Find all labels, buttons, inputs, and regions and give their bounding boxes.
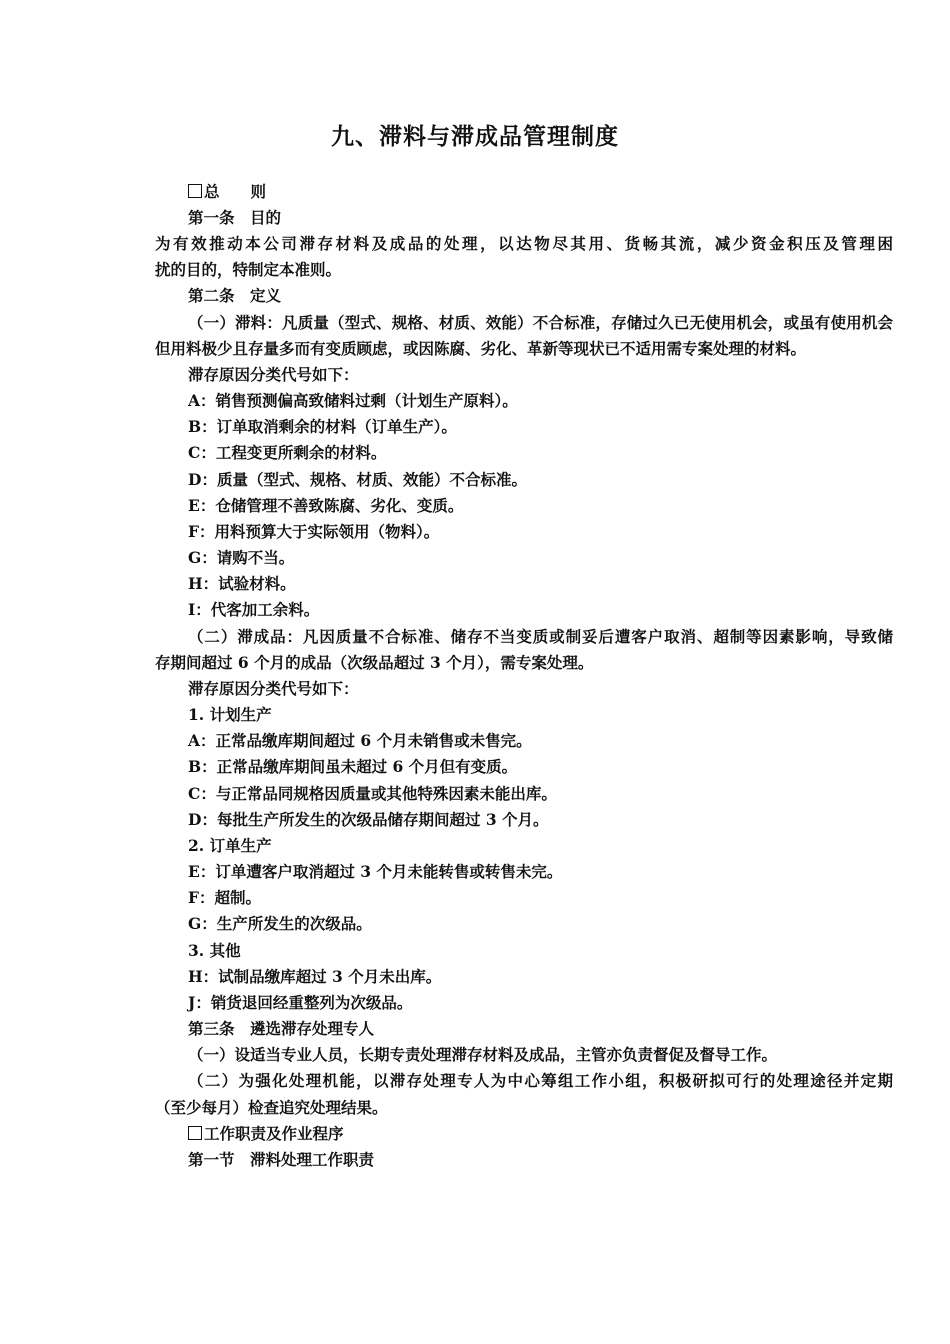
definition-1-line-1: （一）滞料：凡质量（型式、规格、材质、效能）不合标准，存储过久已无使用机会，或虽有使用机会 <box>188 313 893 332</box>
article-3-heading: 第三条 遴选滞存处理专人 <box>188 1019 375 1038</box>
product-reason-G: G：生产所发生的次级品。 <box>188 914 372 933</box>
document-title: 九、滞料与滞成品管理制度 <box>331 123 619 150</box>
material-reason-D: D：质量（型式、规格、材质、效能）不合标准。 <box>188 470 527 489</box>
material-reason-C: C：工程变更所剩余的材料。 <box>188 443 387 462</box>
material-reason-G: G：请购不当。 <box>188 548 295 567</box>
section-heading-text: 总 则 <box>204 182 267 201</box>
section-heading-general <box>188 181 266 203</box>
material-reason-E: E：仓储管理不善致陈腐、劣化、变质。 <box>188 496 464 515</box>
material-reason-B: B：订单取消剩余的材料（订单生产）。 <box>188 417 457 436</box>
definition-2-line-1: （二）滞成品：凡因质量不合标准、储存不当变质或制妥后遭客户取消、超制等因素影响，导致储 <box>188 627 893 646</box>
planned-production-heading: 1. 计划生产 <box>188 705 272 724</box>
product-reason-D: D：每批生产所发生的次级品储存期间超过 3 个月。 <box>188 810 549 829</box>
product-reason-A: A：正常品缴库期间超过 6 个月未销售或未售完。 <box>188 731 532 750</box>
product-reason-C: C：与正常品同规格因质量或其他特殊因素未能出库。 <box>188 784 557 803</box>
article-3-paragraph-2-line-2: （至少每月）检查追究处理结果。 <box>155 1098 388 1117</box>
product-reason-J: J：销货退回经重整列为次级品。 <box>188 993 413 1012</box>
material-reason-H: H：试验材料。 <box>188 574 296 593</box>
section-heading-duties <box>188 1123 344 1145</box>
article-1-heading: 第一条 目的 <box>188 208 282 227</box>
order-production-heading: 2. 订单生产 <box>188 836 272 855</box>
product-reason-F: F：超制。 <box>188 888 262 907</box>
section-heading-text: 工作职责及作业程序 <box>204 1124 344 1143</box>
product-reason-B: B：正常品缴库期间虽未超过 6 个月但有变质。 <box>188 757 518 776</box>
definition-2-line-2: 存期间超过 6 个月的成品（次级品超过 3 个月），需专案处理。 <box>155 653 594 672</box>
section-1-heading: 第一节 滞料处理工作职责 <box>188 1150 375 1169</box>
article-2-heading: 第二条 定义 <box>188 286 282 305</box>
material-reason-I: I：代客加工余料。 <box>188 600 320 619</box>
other-heading: 3. 其他 <box>188 941 241 960</box>
reason-code-heading-1: 滞存原因分类代号如下： <box>188 365 359 384</box>
material-reason-F: F：用料预算大于实际领用（物料）。 <box>188 522 440 541</box>
article-1-paragraph-line-2: 扰的目的，特制定本准则。 <box>155 260 342 279</box>
product-reason-H: H：试制品缴库超过 3 个月未出库。 <box>188 967 442 986</box>
article-1-paragraph-line-1: 为有效推动本公司滞存材料及成品的处理，以达物尽其用、货畅其流，减少资金积压及管理困 <box>155 234 893 253</box>
product-reason-E: E：订单遭客户取消超过 3 个月未能转售或转售未完。 <box>188 862 563 881</box>
checkbox-square-icon <box>188 184 202 198</box>
material-reason-A: A：销售预测偏高致储料过剩（计划生产原料）。 <box>188 391 518 410</box>
checkbox-square-icon <box>188 1126 202 1140</box>
definition-1-line-2: 但用料极少且存量多而有变质顾虑，或因陈腐、劣化、革新等现状已不适用需专案处理的材料。 <box>155 339 807 358</box>
article-3-paragraph-1: （一）设适当专业人员，长期专责处理滞存材料及成品，主管亦负责督促及督导工作。 <box>188 1045 778 1064</box>
reason-code-heading-2: 滞存原因分类代号如下： <box>188 679 359 698</box>
article-3-paragraph-2-line-1: （二）为强化处理机能，以滞存处理专人为中心筹组工作小组，积极研拟可行的处理途径并定期 <box>188 1071 893 1090</box>
